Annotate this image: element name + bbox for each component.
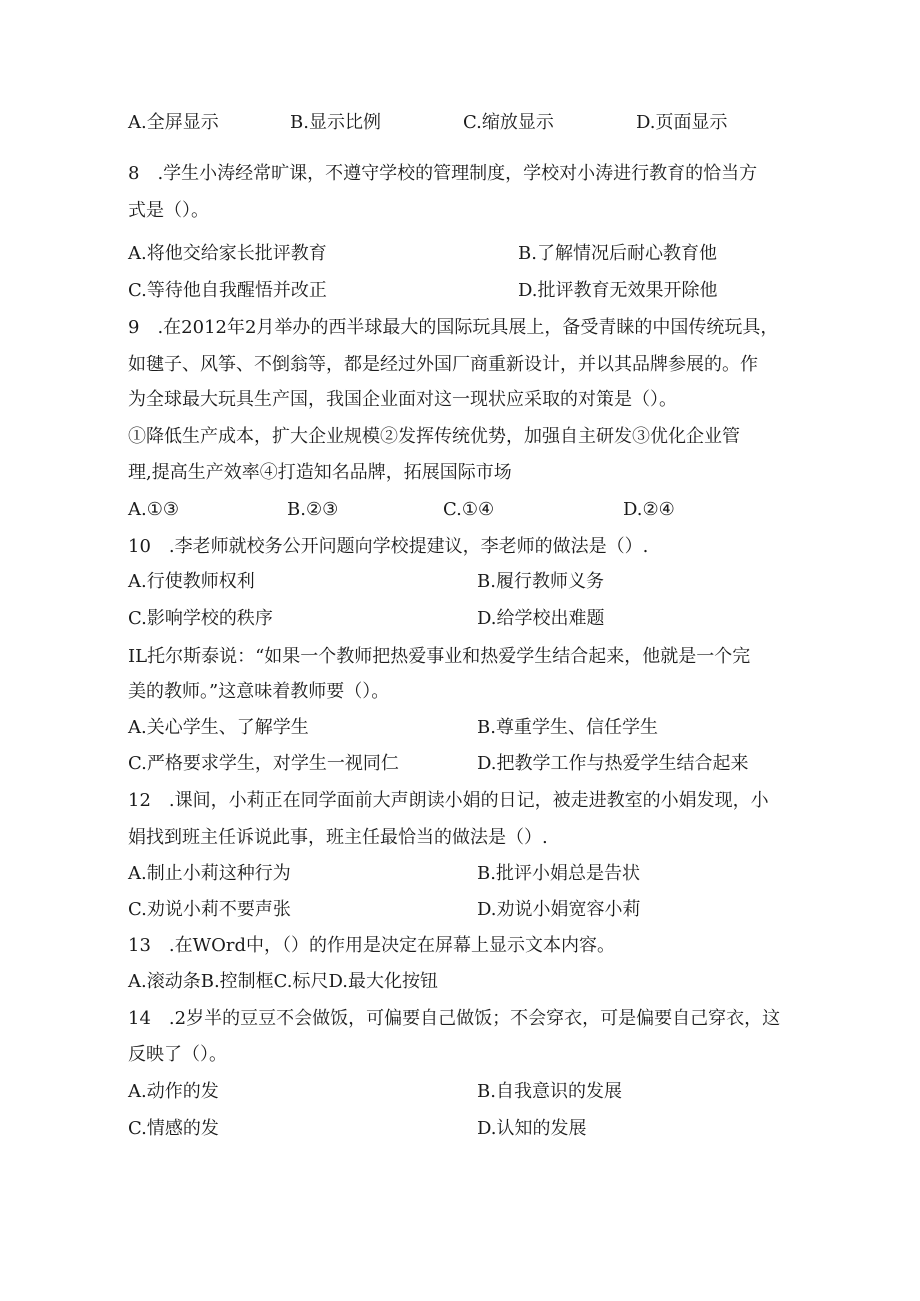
q9-stem-line-3: 为全球最大玩具生产国，我国企业面对这一现状应采取的对策是（）。 [128, 389, 677, 410]
q9-option-b: B.②③ [287, 499, 339, 520]
q13-options: A.滚动条B.控制框C.标尺D.最大化按钮 [128, 971, 439, 992]
q10-option-a: A.行使教师权利 [128, 571, 255, 592]
q8-option-c: C.等待他自我醒悟并改正 [128, 280, 327, 301]
q8-option-d: D.批评教育无效果开除他 [518, 280, 718, 301]
q8-option-a: A.将他交给家长批评教育 [128, 243, 327, 264]
q7-option-a: A.全屏显示 [128, 112, 219, 133]
q14-stem-line-1: 14 .2岁半的豆豆不会做饭，可偏要自己做饭；不会穿衣，可是偏要自己穿衣，这 [128, 1008, 781, 1029]
q12-stem-line-1: 12 .课间，小莉正在同学面前大声朗读小娟的日记，被走进教室的小娟发现，小 [128, 790, 769, 811]
q14-option-b: B.自我意识的发展 [477, 1081, 622, 1102]
q7-option-c: C.缩放显示 [463, 112, 554, 133]
q7-option-b: B.显示比例 [290, 112, 381, 133]
q11-stem-line-2: 美的教师。”这意味着教师要（）。 [128, 681, 390, 702]
q9-stem-line-1: 9 .在2012年2月举办的西半球最大的国际玩具展上，备受青睐的中国传统玩具， [128, 317, 779, 338]
q10-stem-line-1: 10 .李老师就校务公开问题向学校提建议，李老师的做法是（）. [128, 536, 649, 557]
q12-option-c: C.劝说小莉不要声张 [128, 899, 291, 920]
q11-option-d: D.把教学工作与热爱学生结合起来 [477, 753, 749, 774]
q8-option-b: B.了解情况后耐心教育他 [518, 243, 717, 264]
q11-option-b: B.尊重学生、信任学生 [477, 717, 658, 738]
q14-option-d: D.认知的发展 [477, 1118, 587, 1139]
q12-stem-line-2: 娟找到班主任诉说此事，班主任最恰当的做法是（）. [128, 827, 548, 848]
q12-option-a: A.制止小莉这种行为 [128, 863, 291, 884]
q9-stem-line-2: 如毽子、风筝、不倒翁等，都是经过外国厂商重新设计，并以其品牌参展的。作 [128, 354, 758, 375]
q9-stem-line-4: ①降低生产成本，扩大企业规模②发挥传统优势，加强自主研发③优化企业管 [128, 426, 740, 447]
q14-option-a: A.动作的发 [128, 1081, 219, 1102]
q8-stem-line-1: 8 .学生小涛经常旷课，不遵守学校的管理制度，学校对小涛进行教育的恰当方 [128, 163, 758, 184]
q7-option-d: D.页面显示 [636, 112, 728, 133]
q10-option-b: B.履行教师义务 [477, 571, 604, 592]
q13-stem-line-1: 13 .在WOrd中，（）的作用是决定在屏幕上显示文本内容。 [128, 935, 616, 956]
q9-option-d: D.②④ [623, 499, 675, 520]
q9-option-c: C.①④ [443, 499, 495, 520]
q8-stem-line-2: 式是（）。 [128, 200, 209, 221]
q14-stem-line-2: 反映了（）。 [128, 1044, 227, 1065]
q11-option-a: A.关心学生、了解学生 [128, 717, 309, 738]
q12-option-d: D.劝说小娟宽容小莉 [477, 899, 641, 920]
q14-option-c: C.情感的发 [128, 1118, 219, 1139]
q9-option-a: A.①③ [128, 499, 179, 520]
q10-option-d: D.给学校出难题 [477, 608, 605, 629]
q11-option-c: C.严格要求学生，对学生一视同仁 [128, 753, 399, 774]
q11-stem-line-1: IL托尔斯泰说：“如果一个教师把热爱事业和热爱学生结合起来，他就是一个完 [128, 646, 751, 667]
q9-stem-line-5: 理,提高生产效率④打造知名品牌，拓展国际市场 [128, 462, 512, 483]
q10-option-c: C.影响学校的秩序 [128, 608, 273, 629]
q12-option-b: B.批评小娟总是告状 [477, 863, 640, 884]
